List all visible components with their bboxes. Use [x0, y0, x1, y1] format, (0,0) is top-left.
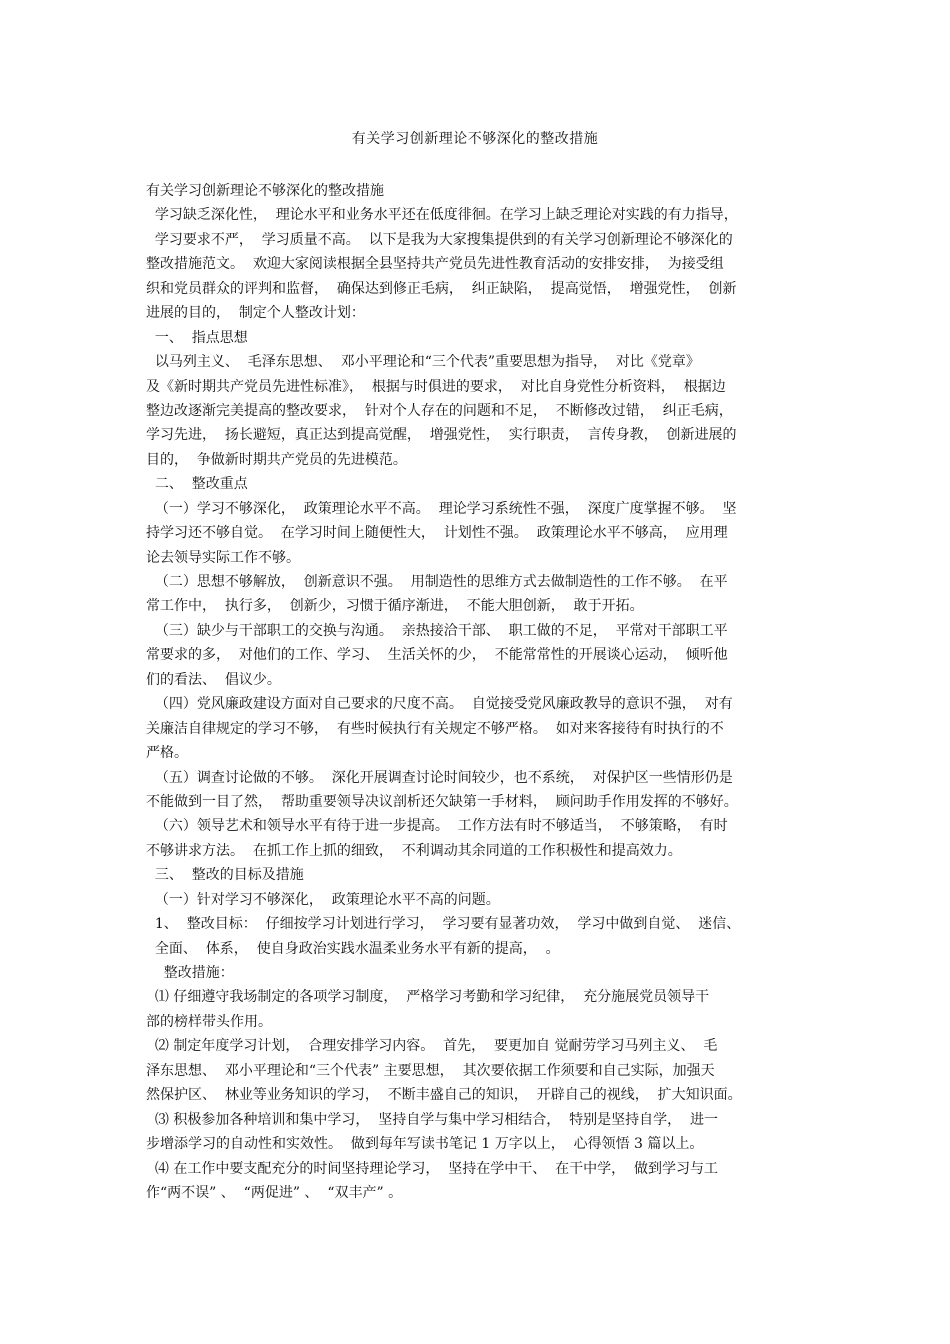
text-line: 然保护区、 林业等业务知识的学习， 不断丰盛自己的知识， 开辟自己的视线， 扩大知识面。 [146, 1087, 742, 1104]
text-line: 三、 整改的目标及措施 [146, 867, 304, 884]
text-line: 1、 整改目标： 仔细按学习计划进行学习， 学习要有显著功效， 学习中做到自觉、 迷信、 [146, 916, 741, 933]
text-line: （四）党风廉政建设方面对自己要求的尺度不高。 自觉接受党风廉政教导的意识不强， 对有 [146, 696, 733, 713]
text-line: 整改措施范文。 欢迎大家阅读根据全县坚持共产党员先进性教育活动的安排安排， 为接受组 [146, 256, 724, 273]
text-line: 步增添学习的自动性和实效性。 做到每年写读书笔记 1 万字以上， 心得领悟 3 篇以上。 [146, 1136, 704, 1153]
text-line: （一）学习不够深化， 政策理论水平不高。 理论学习系统性不强， 深度广度掌握不够。 坚 [146, 500, 737, 517]
document-title: 有关学习创新理论不够深化的整改措施 [351, 131, 599, 147]
text-line: （三）缺少与干部职工的交换与沟通。 亲热接洽干部、 职工做的不足， 平常对干部职工平 [146, 622, 728, 639]
text-line: 常工作中， 执行多， 创新少，习惯于循序渐进， 不能大胆创新， 敢于开拓。 [146, 598, 644, 615]
text-line: 不够讲求方法。 在抓工作上抓的细致， 不利调动其余同道的工作积极性和提高效力。 [146, 842, 682, 859]
text-line: 全面、 体系， 使自身政治实践水温柔业务水平有新的提高， 。 [146, 940, 560, 957]
text-line: 进展的目的， 制定个人整改计划： [146, 305, 365, 322]
text-line: （六）领导艺术和领导水平有待于进一步提高。 工作方法有时不够适当， 不够策略， 有时 [146, 818, 728, 835]
text-line: 学习先进， 扬长避短，真正达到提高觉醒， 增强党性， 实行职责， 言传身教， 创新进展的 [146, 427, 737, 444]
text-line: 作“两不误” 、 “两促进” 、 “双丰产” 。 [146, 1184, 403, 1201]
text-line: 整边改逐渐完美提高的整改要求， 针对个人存在的问题和不足， 不断修改过错， 纠正毛病， [146, 402, 733, 419]
text-line: 泽东思想、 邓小平理论和“三个代表” 主要思想， 其次要依据工作须要和自己实际，加强天 [146, 1062, 715, 1079]
text-line: 以马列主义、 毛泽东思想、 邓小平理论和“三个代表”重要思想为指导， 对比《党章》 [146, 354, 700, 371]
text-line: 关廉洁自律规定的学习不够， 有些时候执行有关规定不够严格。 如对来客接待有时执行的不 [146, 720, 724, 737]
text-line: 二、 整改重点 [146, 476, 248, 493]
text-line: 部的榜样带头作用。 [146, 1013, 272, 1030]
text-line: ⑵ 制定年度学习计划， 合理安排学习内容。 首先， 要更加自 觉耐劳学习马列主义、 毛 [146, 1038, 718, 1055]
text-line: 整改措施： [146, 965, 234, 981]
text-line: 不能做到一目了然， 帮助重要领导决议剖析还欠缺第一手材料， 顾问助手作用发挥的不够好。 [146, 793, 738, 810]
text-line: 们的看法、 倡议少。 [146, 671, 281, 688]
text-line: 及《新时期共产党员先进性标准》， 根据与时俱进的要求， 对比自身党性分析资料， 根据边 [146, 378, 726, 395]
text-line: 学习缺乏深化性， 理论水平和业务水平还在低度徘徊。在学习上缺乏理论对实践的有力指导， [146, 207, 738, 224]
text-line: 常要求的多， 对他们的工作、学习、 生活关怀的少， 不能常常性的开展谈心运动， 倾听他 [146, 647, 728, 664]
text-line: 目的， 争做新时期共产党员的先进模范。 [146, 451, 407, 468]
text-line: 织和党员群众的评判和监督， 确保达到修正毛病， 纠正缺陷， 提高觉悟， 增强党性， 创新 [146, 280, 737, 297]
text-line: ⑷ 在工作中要支配充分的时间坚持理论学习， 坚持在学中干、 在干中学， 做到学习与工 [146, 1160, 719, 1177]
text-line: 持学习还不够自觉。 在学习时间上随便性大， 计划性不强。 政策理论水平不够高， 应用理 [146, 525, 728, 542]
text-line: （一）针对学习不够深化， 政策理论水平不高的问题。 [146, 891, 500, 908]
document-body [146, 179, 812, 1205]
text-line: ⑶ 积极参加各种培训和集中学习， 坚持自学与集中学习相结合， 特别是坚持自学， 进一 [146, 1111, 719, 1128]
text-line: 一、 指点思想 [146, 329, 248, 346]
text-line: 有关学习创新理论不够深化的整改措施 [146, 183, 384, 199]
text-line: 学习要求不严， 学习质量不高。 以下是我为大家搜集提供到的有关学习创新理论不够深化的 [146, 231, 733, 248]
text-line: 论去领导实际工作不够。 [146, 549, 300, 566]
text-line: （二）思想不够解放， 创新意识不强。 用制造性的思维方式去做制造性的工作不够。 在平 [146, 574, 728, 590]
text-line: ⑴ 仔细遵守我场制定的各项学习制度， 严格学习考勤和学习纪律， 充分施展党员领导干 [146, 989, 710, 1006]
text-line: 严格。 [146, 745, 188, 762]
text-line: （五）调查讨论做的不够。 深化开展调查讨论时间较少，也不系统， 对保护区一些情形仍是 [146, 769, 733, 786]
